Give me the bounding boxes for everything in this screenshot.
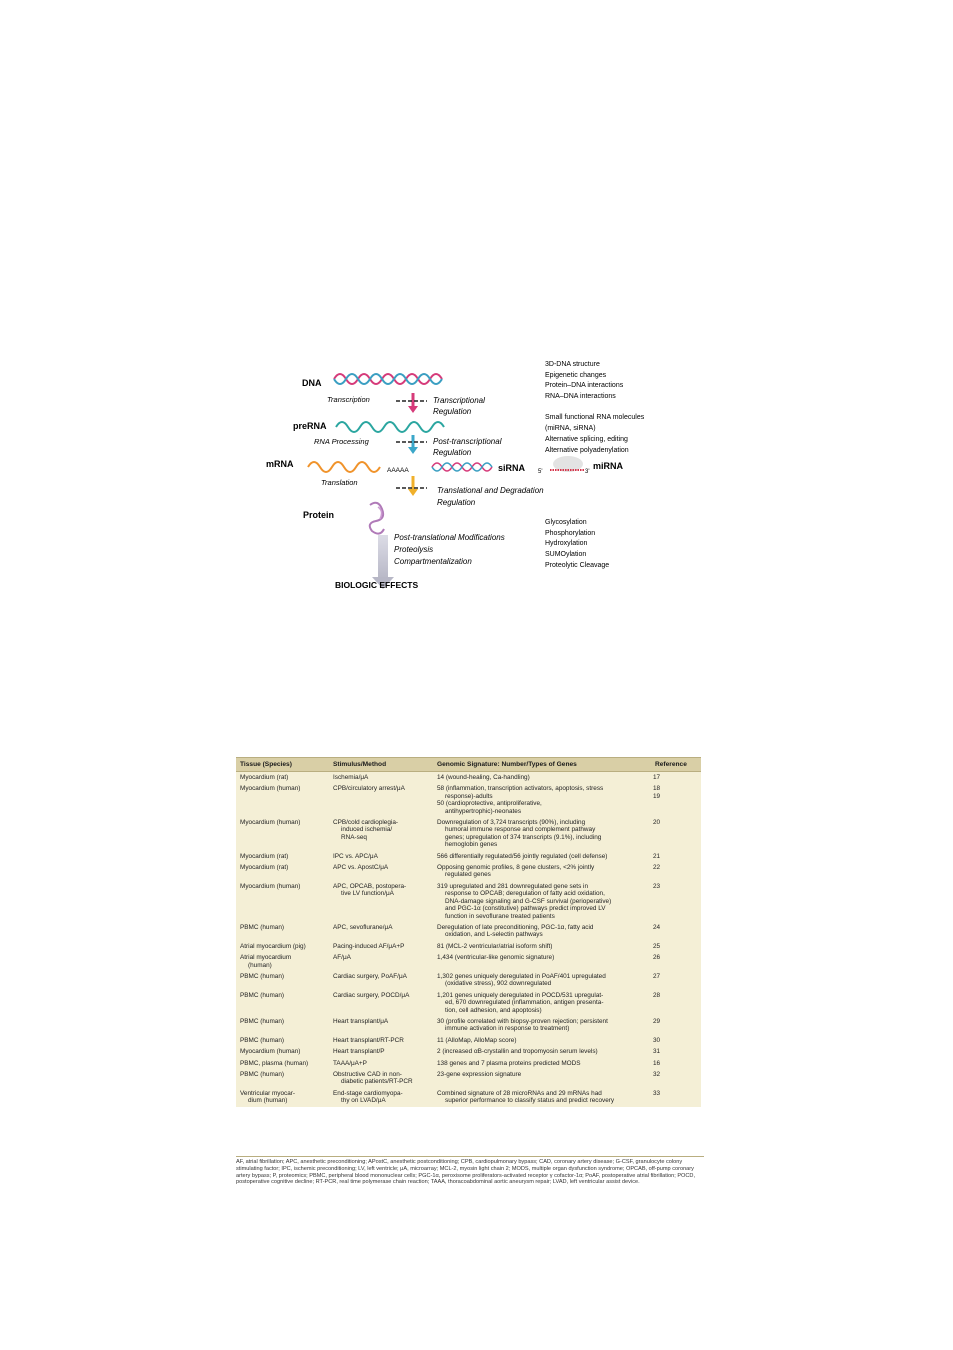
cell-line: Heart transplant/RT-PCR	[333, 1036, 404, 1044]
cell-signature	[433, 971, 651, 990]
cell-line: 2 (increased αB-crystallin and tropomyosin serum levels)	[437, 1048, 598, 1056]
cell-stimulus	[329, 1035, 433, 1046]
cell-line: 18	[653, 785, 661, 793]
cell-line: 30	[653, 1036, 661, 1044]
cell-stimulus	[329, 1088, 433, 1107]
dna-label: DNA	[302, 378, 322, 388]
cell-line: 33	[653, 1089, 661, 1097]
post-translational-2: Proteolysis	[394, 545, 434, 554]
cell-signature	[433, 1016, 651, 1035]
cell-line: Cardiac surgery, POCD/μA	[333, 991, 410, 999]
post-transcriptional-reg-2: Regulation	[433, 448, 472, 457]
table-row	[236, 1035, 701, 1046]
sirna-label: siRNA	[498, 463, 526, 473]
cell-line: Deregulation of late preconditioning, PGC-1α, fatty acid	[437, 923, 594, 931]
cell-line: response to OPCAB; deregulation of fatty acid oxidation,	[445, 890, 605, 898]
cell-line: humoral immune response and complement pathway	[445, 826, 596, 834]
cell-line: 26	[653, 954, 661, 962]
cell-line: tion, cell adhesion, and apoptosis)	[445, 1006, 542, 1014]
cell-tissue	[236, 1088, 329, 1107]
cell-signature	[433, 817, 651, 851]
transcription-label: Transcription	[327, 395, 370, 404]
dna-note-3: Protein–DNA interactions	[545, 382, 624, 389]
table-row	[236, 971, 701, 990]
cell-signature	[433, 772, 651, 784]
cell-line: genes; upregulation of 374 transcripts (9.1%), including	[445, 833, 602, 841]
cell-line: End-stage cardiomyopa-	[333, 1089, 403, 1097]
cell-stimulus	[329, 1069, 433, 1088]
cell-tissue	[236, 990, 329, 1016]
table-row	[236, 1088, 701, 1107]
cell-line: (human)	[248, 961, 272, 969]
cell-line: and PGC-1α (constitutive) pathways predict improved LV	[445, 905, 606, 913]
cell-line: Ventricular myocar-	[240, 1089, 296, 1097]
cell-ref	[651, 971, 701, 990]
cell-line: 31	[653, 1048, 661, 1056]
cell-tissue	[236, 922, 329, 941]
cell-line: 1,201 genes uniquely deregulated in POCD/531 upregulat-	[437, 991, 604, 999]
post-transcriptional-reg-1: Post-transcriptional	[433, 437, 502, 446]
cell-tissue	[236, 862, 329, 881]
table-row	[236, 1046, 701, 1057]
cell-line: 1,434 (ventricular-like genomic signature)	[437, 954, 555, 962]
cell-line: IPC vs. APC/μA	[333, 852, 378, 860]
cell-line: PBMC, plasma (human)	[240, 1059, 309, 1067]
cell-stimulus	[329, 922, 433, 941]
cell-line: response)-adults	[445, 792, 493, 800]
cell-ref	[651, 772, 701, 784]
cell-line: 19	[653, 792, 661, 800]
cell-ref	[651, 1088, 701, 1107]
prerna-label: preRNA	[293, 421, 327, 431]
cell-line: RNA-seq	[341, 833, 367, 841]
cell-line: Heart transplant/P	[333, 1048, 385, 1056]
cell-line: Myocardium (rat)	[240, 852, 289, 860]
translational-reg-2: Regulation	[437, 498, 476, 507]
cell-line: Myocardium (rat)	[240, 774, 289, 781]
table-row	[236, 952, 701, 971]
cell-line: antihypertrophic)-neonates	[445, 807, 522, 815]
cell-line: PBMC (human)	[240, 1017, 285, 1025]
cell-line: regulated genes	[445, 871, 491, 879]
table-row	[236, 881, 701, 922]
header-signature: Genomic Signature: Number/Types of Genes	[433, 758, 651, 772]
gene-regulation-diagram	[262, 355, 707, 600]
cell-line: 14 (wound-healing, Ca-handling)	[437, 774, 530, 781]
cell-line: 17	[653, 774, 661, 781]
post-translational-3: Compartmentalization	[394, 557, 472, 566]
cell-line: CPB/circulatory arrest/μA	[333, 785, 405, 793]
protein-label: Protein	[303, 510, 335, 520]
cell-stimulus	[329, 817, 433, 851]
poly-a-tail: AAAAA	[387, 467, 409, 474]
cell-tissue	[236, 772, 329, 784]
protein-note-4: SUMOylation	[545, 551, 587, 558]
rna-note-1: Small functional RNA molecules	[545, 414, 645, 421]
cell-line: (oxidative stress), 902 downregulated	[445, 980, 552, 988]
dna-note-4: RNA–DNA interactions	[545, 393, 616, 400]
cell-line: 23	[653, 882, 661, 890]
translational-reg-1: Translational and Degradation	[437, 486, 544, 495]
cell-line: 22	[653, 864, 661, 872]
cell-signature	[433, 881, 651, 922]
cell-line: 25	[653, 942, 661, 950]
cell-signature	[433, 990, 651, 1016]
cell-line: 81 (MCL-2 ventricular/atrial isoform shift)	[437, 942, 553, 950]
header-stimulus: Stimulus/Method	[329, 758, 433, 772]
table-row	[236, 922, 701, 941]
cell-line: PBMC (human)	[240, 991, 285, 999]
cell-line: 16	[653, 1059, 661, 1067]
cell-line: AF/μA	[333, 954, 351, 962]
cell-tissue	[236, 817, 329, 851]
cell-line: 27	[653, 972, 661, 980]
cell-line: 32	[653, 1071, 661, 1078]
cell-line: Myocardium (human)	[240, 785, 301, 793]
protein-note-5: Proteolytic Cleavage	[545, 562, 610, 569]
table-row	[236, 941, 701, 952]
table-body	[236, 772, 701, 1107]
cell-stimulus	[329, 783, 433, 817]
rna-note-4: Alternative polyadenylation	[545, 447, 629, 454]
cell-line: Atrial myocardium	[240, 954, 292, 962]
cell-line: PBMC (human)	[240, 1036, 285, 1044]
cell-line: Pacing-induced AF/μA+P	[333, 942, 405, 950]
cell-line: Myocardium (human)	[240, 882, 301, 890]
cell-ref	[651, 783, 701, 817]
cell-signature	[433, 952, 651, 971]
cell-line: APC, sevoflurane/μA	[333, 923, 393, 931]
cell-line: 28	[653, 991, 661, 999]
cell-ref	[651, 881, 701, 922]
cell-line: function in sevoflurane treated patients	[445, 912, 555, 920]
cell-line: thy on LVAD/μA	[341, 1097, 386, 1105]
cell-line: 138 genes and 7 plasma proteins predicted MODS	[437, 1059, 581, 1067]
cell-line: Atrial myocardium (pig)	[240, 942, 306, 950]
cell-line: 1,302 genes uniquely deregulated in PoAF/401 upregulated	[437, 972, 606, 980]
cell-tissue	[236, 1016, 329, 1035]
cell-signature	[433, 1035, 651, 1046]
cell-tissue	[236, 783, 329, 817]
cell-line: 23-gene expression signature	[437, 1071, 522, 1078]
header-tissue: Tissue (Species)	[236, 758, 329, 772]
cell-line: Heart transplant/μA	[333, 1017, 389, 1025]
biologic-effects-label: BIOLOGIC EFFECTS	[335, 580, 419, 590]
cell-line: immune activation in response to treatment)	[445, 1025, 570, 1033]
cell-line: 50 (cardioprotective, antiproliferative,	[437, 800, 542, 808]
cell-line: APC, OPCAB, postopera-	[333, 882, 407, 890]
cell-tissue	[236, 881, 329, 922]
cell-line: 24	[653, 923, 661, 931]
cell-signature	[433, 1058, 651, 1069]
cell-line: 11 (AlloMap, AlloMap score)	[437, 1036, 517, 1044]
table-row	[236, 990, 701, 1016]
cell-tissue	[236, 1069, 329, 1088]
cell-line: Ischemia/μA	[333, 774, 369, 781]
cell-line: Downregulation of 3,724 transcripts (90%), including	[437, 819, 586, 827]
cell-signature	[433, 922, 651, 941]
rna-note-3: Alternative splicing, editing	[545, 436, 628, 443]
cell-line: 29	[653, 1017, 661, 1025]
cell-stimulus	[329, 851, 433, 862]
cell-signature	[433, 783, 651, 817]
table-row	[236, 862, 701, 881]
cell-line: oxidation, and L-selectin pathways	[445, 931, 543, 939]
cell-line: DNA-damage signaling and G-CSF survival (perioperative)	[445, 897, 612, 905]
table-row	[236, 817, 701, 851]
cell-line: PBMC (human)	[240, 1071, 285, 1078]
cell-line: induced ischemia/	[341, 826, 393, 834]
cell-stimulus	[329, 941, 433, 952]
cell-ref	[651, 1058, 701, 1069]
post-translational-1: Post-translational Modifications	[394, 533, 505, 542]
cell-ref	[651, 817, 701, 851]
cell-line: dium (human)	[248, 1097, 288, 1105]
cell-line: diabetic patients/RT-PCR	[341, 1078, 413, 1086]
table-row	[236, 1016, 701, 1035]
protein-note-1: Glycosylation	[545, 519, 587, 526]
cell-line: Myocardium (rat)	[240, 864, 289, 872]
cell-line: Myocardium (human)	[240, 819, 301, 827]
cell-stimulus	[329, 1016, 433, 1035]
cell-ref	[651, 1035, 701, 1046]
cell-stimulus	[329, 952, 433, 971]
header-reference: Reference	[651, 758, 701, 772]
cell-ref	[651, 952, 701, 971]
cell-signature	[433, 1046, 651, 1057]
cell-ref	[651, 862, 701, 881]
cell-ref	[651, 851, 701, 862]
cell-line: TAAA/μA+P	[333, 1059, 367, 1067]
table-row	[236, 1058, 701, 1069]
cell-stimulus	[329, 1058, 433, 1069]
cell-tissue	[236, 851, 329, 862]
cell-line: PBMC (human)	[240, 923, 285, 931]
cell-line: 319 upregulated and 281 downregulated gene sets in	[437, 882, 589, 890]
mirna-label: miRNA	[593, 461, 624, 471]
cell-line: Cardiac surgery, PoAF/μA	[333, 972, 407, 980]
cell-line: Obstructive CAD in non-	[333, 1071, 402, 1078]
mirna-5-prime: 5'	[538, 469, 543, 475]
cell-stimulus	[329, 1046, 433, 1057]
table-header-row	[236, 758, 701, 772]
cell-line: superior performance to classify status and predict recovery	[445, 1097, 615, 1105]
cell-line: tive LV function/μA	[341, 890, 394, 898]
cell-signature	[433, 851, 651, 862]
transcriptional-reg-1: Transcriptional	[433, 396, 485, 405]
table-row	[236, 772, 701, 784]
cell-tissue	[236, 941, 329, 952]
translation-label: Translation	[321, 478, 358, 487]
cell-line: CPB/cold cardioplegia-	[333, 819, 399, 827]
cell-signature	[433, 941, 651, 952]
cell-signature	[433, 1069, 651, 1088]
cell-line: 30 (profile correlated with biopsy-proven rejection; persistent	[437, 1017, 608, 1025]
cell-line: APC vs. ApostC/μA	[333, 864, 389, 872]
cell-stimulus	[329, 990, 433, 1016]
cell-line: 21	[653, 852, 661, 860]
cell-ref	[651, 1069, 701, 1088]
dna-note-2: Epigenetic changes	[545, 372, 607, 379]
cell-ref	[651, 990, 701, 1016]
cell-stimulus	[329, 862, 433, 881]
cell-signature	[433, 862, 651, 881]
cell-ref	[651, 1016, 701, 1035]
mirna-3-prime: 3'	[585, 469, 590, 475]
transcriptional-reg-2: Regulation	[433, 407, 472, 416]
table-row	[236, 1069, 701, 1088]
cell-tissue	[236, 1058, 329, 1069]
cell-ref	[651, 1046, 701, 1057]
cell-ref	[651, 922, 701, 941]
cell-tissue	[236, 1035, 329, 1046]
cell-tissue	[236, 971, 329, 990]
dna-note-1: 3D-DNA structure	[545, 361, 600, 368]
cell-line: 566 differentially regulated/56 jointly regulated (cell defense)	[437, 852, 608, 860]
table-row	[236, 783, 701, 817]
cell-ref	[651, 941, 701, 952]
cell-tissue	[236, 1046, 329, 1057]
cell-line: PBMC (human)	[240, 972, 285, 980]
table-row	[236, 851, 701, 862]
protein-note-3: Hydroxylation	[545, 540, 588, 547]
cell-line: ed, 670 downregulated (inflammation, antigen presenta-	[445, 999, 604, 1007]
cell-line: hemoglobin genes	[445, 841, 498, 849]
cell-line: 58 (inflammation, transcription activators, apoptosis, stress	[437, 785, 604, 793]
cell-signature	[433, 1088, 651, 1107]
cell-tissue	[236, 952, 329, 971]
table-footnote: AF, atrial fibrillation; APC, anesthetic preconditioning; APostC, anesthetic postconditioning; CPB, cardiopulmonary bypass; CAD, coronary artery disease; G-CSF, granulocyte colony stimulating factor; IPC, ischemic preconditioning; LV, left ventricle; μA, microarray; MCL-2, myosin light chain 2; MODS, multiple organ dysfunction syndrome; OPCAB, off-pump coronary artery bypass; P, proteomics; PBMC, peripheral blood mononuclear cells; PGC-1α, peroxisome proliferators-activated receptor γ cofactor-1α; PoAF, postoperative atrial fibrillation; POCD, postoperative cognitive decline; RT-PCR, real time polymerase chain reaction; TAAA, thoracoabdominal aortic aneurysm repair; LVAD, left ventricular assist device.	[236, 1156, 704, 1186]
cell-stimulus	[329, 772, 433, 784]
gene-regulation-figure	[262, 355, 707, 600]
cell-stimulus	[329, 881, 433, 922]
cell-line: Combined signature of 28 microRNAs and 29 mRNAs had	[437, 1089, 602, 1097]
rna-note-2: (miRNA, siRNA)	[545, 425, 596, 432]
cell-stimulus	[329, 971, 433, 990]
protein-note-2: Phosphorylation	[545, 530, 596, 537]
cell-line: Opposing genomic profiles, 8 gene clusters, <2% jointly	[437, 864, 595, 872]
cell-line: 20	[653, 819, 661, 827]
genomic-signature-table	[236, 757, 701, 1107]
cell-line: Myocardium (human)	[240, 1048, 301, 1056]
rna-processing-label: RNA Processing	[314, 437, 369, 446]
mrna-label: mRNA	[266, 459, 294, 469]
